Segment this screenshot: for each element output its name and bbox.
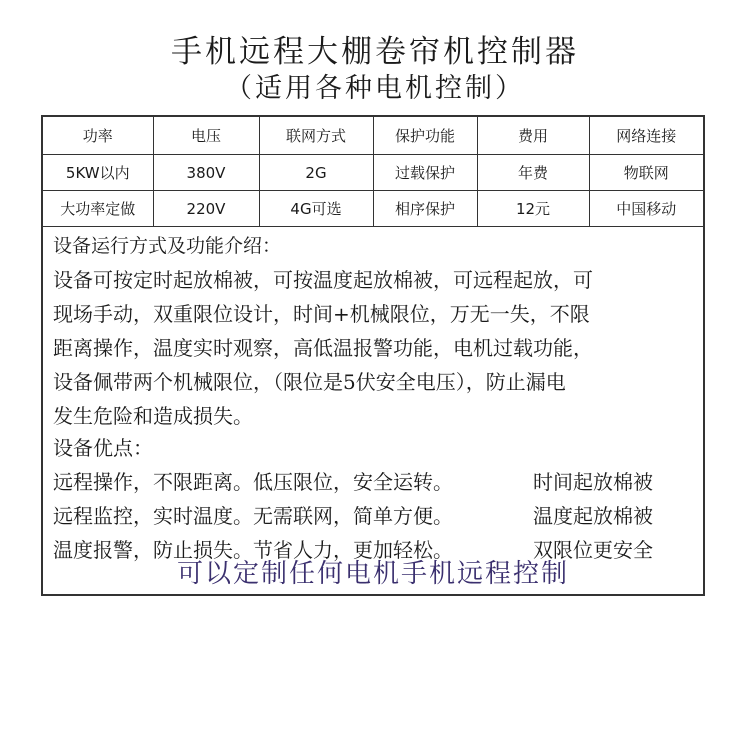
spec-table	[43, 117, 703, 227]
table-cell: 过载保护	[373, 155, 477, 191]
description-line: 发生危险和造成损失。	[53, 404, 253, 428]
advantages-heading	[53, 431, 703, 465]
description-heading: 设备运行方式及功能介绍：	[53, 235, 282, 257]
table-cell: 费用	[477, 117, 589, 155]
table-header-row	[43, 117, 703, 155]
table-row	[43, 191, 703, 227]
table-cell: 功率	[43, 117, 153, 155]
table-cell: 网络连接	[589, 117, 703, 155]
table-cell: 中国移动	[589, 191, 703, 227]
advantage-text: 温度报警，防止损失。节省人力，更加轻松。	[53, 538, 453, 562]
description-line: 设备可按定时起放棉被，可按温度起放棉被，可远程起放，可	[53, 268, 593, 292]
advantages-section	[53, 431, 703, 567]
description-line: 设备佩带两个机械限位，（限位是5伏安全电压），防止漏电	[53, 370, 566, 394]
description-section	[53, 229, 703, 433]
table-cell: 相序保护	[373, 191, 477, 227]
table-cell: 220V	[153, 191, 259, 227]
advantages-heading-text: 设备优点：	[53, 436, 153, 460]
table-cell: 电压	[153, 117, 259, 155]
table-cell: 大功率定做	[43, 191, 153, 227]
description-line: 距离操作，温度实时观察，高低温报警功能，电机过载功能，	[53, 336, 593, 360]
advantage-feature: 双限位更安全	[533, 538, 653, 562]
advantage-feature: 温度起放棉被	[533, 504, 653, 528]
advantage-feature: 时间起放棉被	[533, 470, 653, 494]
page-subtitle: （适用各种电机控制）	[225, 73, 525, 104]
table-row	[43, 155, 703, 191]
advantage-row	[53, 465, 703, 499]
table-cell: 年费	[477, 155, 589, 191]
table-cell: 物联网	[589, 155, 703, 191]
table-cell: 2G	[259, 155, 373, 191]
table-cell: 380V	[153, 155, 259, 191]
table-cell: 5KW以内	[43, 155, 153, 191]
page-title: 手机远程大棚卷帘机控制器	[171, 34, 579, 70]
table-cell: 保护功能	[373, 117, 477, 155]
description-line: 现场手动，双重限位设计，时间+机械限位，万无一失，不限	[53, 302, 590, 326]
advantage-text: 远程监控，实时温度。无需联网，简单方便。	[53, 504, 453, 528]
table-cell: 联网方式	[259, 117, 373, 155]
table-cell: 4G可选	[259, 191, 373, 227]
footer-slogan: 可以定制任何电机手机远程控制	[176, 559, 569, 589]
table-cell: 12元	[477, 191, 589, 227]
advantage-text: 远程操作，不限距离。低压限位，安全运转。	[53, 470, 453, 494]
spec-panel	[41, 115, 705, 596]
advantage-row	[53, 499, 703, 533]
